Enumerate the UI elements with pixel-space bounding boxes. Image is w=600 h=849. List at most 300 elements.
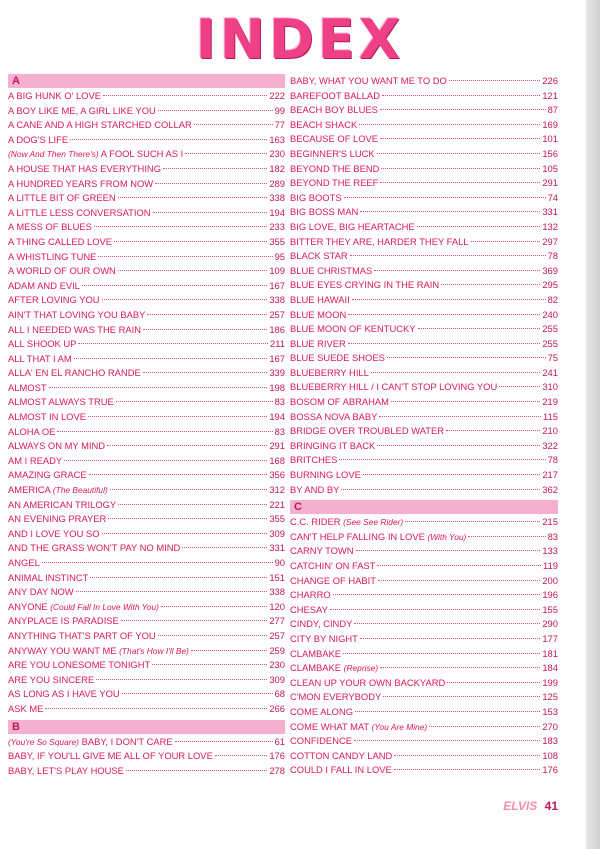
index-column-left <box>8 74 285 778</box>
entry-page-number: 167 <box>269 279 285 291</box>
entry-prefix: (Now And Then There's) <box>8 149 99 160</box>
dot-leader <box>82 285 267 286</box>
entry-title <box>8 735 173 750</box>
entry-title-text: BLUE HAWAII <box>290 293 350 305</box>
entry-page-number: 233 <box>269 221 285 233</box>
entry-title <box>8 658 150 673</box>
entry-title-text: COME WHAT MAT <box>290 720 369 732</box>
entry-page-number: 289 <box>269 177 285 189</box>
entry-title-text: BLUE EYES CRYING IN THE RAIN <box>290 279 440 291</box>
entry-title <box>8 541 180 556</box>
entry-page-number: 226 <box>542 75 558 86</box>
entry-title-text: CHANGE OF HABIT <box>290 574 376 586</box>
entry-title <box>290 220 415 235</box>
entry-title-text: BRITCHES <box>290 454 338 466</box>
entry-title-text: BAREFOOT BALLAD <box>290 89 380 101</box>
dot-leader <box>355 711 540 712</box>
entry-title <box>290 453 337 468</box>
entry-title-text: BLUE MOON OF KENTUCKY <box>290 323 416 335</box>
entry-title <box>290 603 328 618</box>
entry-title-text: ANGEL <box>8 557 40 568</box>
index-entry <box>290 380 558 395</box>
entry-page-number: 194 <box>269 411 285 423</box>
entry-title <box>290 749 392 764</box>
entry-title-text: BLUEBERRY HILL <box>290 366 369 378</box>
entry-title <box>8 687 120 702</box>
dot-leader <box>330 609 540 610</box>
entry-title <box>8 585 74 600</box>
entry-title <box>290 734 352 749</box>
entry-page-number: 87 <box>547 104 558 116</box>
entry-title-text: BABY, WHAT YOU WANT ME TO DO <box>290 75 447 86</box>
entry-title <box>290 162 379 177</box>
entry-title-text: CARNY TOWN <box>290 545 354 557</box>
entry-page-number: 83 <box>274 425 285 437</box>
index-column-right <box>290 74 558 778</box>
index-entry <box>8 293 285 308</box>
entry-title <box>8 556 40 571</box>
entry-title-text: AN EVENING PRAYER <box>8 513 107 525</box>
entry-title <box>290 235 469 250</box>
entry-title-text: ANYONE <box>8 600 48 612</box>
entry-title-text: A DOG'S LIFE <box>8 133 69 145</box>
entry-title-text: A HUNDRED YEARS FROM NOW <box>8 177 154 189</box>
entry-title-text: BRIDGE OVER TROUBLED WATER <box>290 425 445 437</box>
dot-leader <box>49 387 268 388</box>
entry-title-text: COTTON CANDY LAND <box>290 749 393 761</box>
entry-title-text: AND I LOVE YOU SO <box>8 527 100 539</box>
entry-title-text: CHESAY <box>290 603 328 615</box>
entry-title-text: BEYOND THE BEND <box>290 162 380 174</box>
entry-title <box>8 702 43 717</box>
dot-leader <box>121 620 268 621</box>
entry-page-number: 355 <box>269 235 285 247</box>
dot-leader <box>380 109 546 110</box>
dot-leader <box>341 489 540 490</box>
index-entry <box>8 366 285 381</box>
entry-title-text: A WORLD OF OUR OWN <box>8 265 116 277</box>
dot-leader <box>163 168 267 169</box>
entry-title <box>8 749 213 764</box>
entry-page-number: 215 <box>542 516 558 528</box>
entry-title <box>290 574 376 589</box>
entry-page-number: 199 <box>542 676 558 688</box>
index-entry <box>290 351 558 366</box>
dot-leader <box>108 518 267 519</box>
entry-title <box>290 676 445 691</box>
dot-leader <box>153 212 268 213</box>
section-header: C <box>290 500 558 514</box>
index-entry <box>8 658 285 673</box>
entry-title <box>8 600 159 615</box>
dot-leader <box>381 168 540 169</box>
page-title: INDEX <box>195 8 405 71</box>
entry-title <box>8 235 112 250</box>
entry-title <box>290 763 392 778</box>
entry-title-text: BURNING LOVE <box>290 469 361 481</box>
entry-title <box>290 544 354 559</box>
index-entry <box>8 541 285 556</box>
dot-leader <box>96 679 267 680</box>
entry-page-number: 75 <box>547 352 558 364</box>
entry-page-number: 132 <box>542 220 558 232</box>
dot-leader <box>377 153 541 154</box>
entry-title-text: AMERICA <box>8 484 51 496</box>
entry-suffix: (You Are Mine) <box>371 721 428 732</box>
dot-leader <box>155 183 267 184</box>
entry-page-number: 200 <box>542 574 558 586</box>
index-entry <box>290 366 558 381</box>
entry-title <box>290 424 444 439</box>
dot-leader <box>339 459 545 460</box>
entry-title-text: ALMOST ALWAYS TRUE <box>8 396 114 408</box>
entry-title-text: ALMOST IN LOVE <box>8 411 86 423</box>
entry-title-text: ALMOST <box>8 381 47 393</box>
dot-leader <box>143 329 267 330</box>
dot-leader <box>352 299 546 300</box>
entry-title-text: BITTER THEY ARE, HARDER THEY FALL <box>290 235 469 247</box>
index-entry <box>290 690 558 705</box>
entry-title <box>8 410 86 425</box>
entry-page-number: 222 <box>269 90 285 101</box>
entry-page-number: 61 <box>274 735 285 747</box>
index-entry <box>8 644 285 659</box>
index-entry <box>290 395 558 410</box>
entry-page-number: 198 <box>269 381 285 393</box>
entry-title <box>290 483 339 498</box>
entry-page-number: 68 <box>274 688 285 700</box>
entry-page-number: 259 <box>269 644 285 656</box>
dot-leader <box>64 460 267 461</box>
dot-leader <box>126 770 267 771</box>
index-entry <box>8 410 285 425</box>
dot-leader <box>182 547 267 548</box>
entry-title <box>290 559 375 574</box>
entry-title-text: ALL I NEEDED WAS THE RAIN <box>8 323 142 335</box>
index-entry <box>8 425 285 440</box>
dot-leader <box>348 314 540 315</box>
entry-title-text: AM I READY <box>8 454 63 466</box>
dot-leader <box>360 211 540 212</box>
entry-page-number: 95 <box>274 250 285 262</box>
entry-title <box>290 720 427 735</box>
entry-title-text: CHARRO <box>290 589 331 601</box>
entry-title <box>8 147 183 162</box>
entry-page-number: 168 <box>269 454 285 466</box>
index-entry <box>290 617 558 632</box>
dot-leader <box>103 95 267 96</box>
index-entry <box>8 89 285 104</box>
index-entry <box>8 220 285 235</box>
entry-page-number: 151 <box>269 571 285 583</box>
dot-leader <box>70 139 267 140</box>
index-entry <box>8 468 285 483</box>
entry-title-text: BOSOM OF ABRAHAM <box>290 396 389 408</box>
entry-title-text: ALL THAT I AM <box>8 352 72 364</box>
entry-title <box>8 191 116 206</box>
entry-title-text: A BOY LIKE ME, A GIRL LIKE YOU <box>8 104 156 116</box>
entry-page-number: 291 <box>542 177 558 189</box>
entry-page-number: 217 <box>542 469 558 481</box>
index-entry <box>290 322 558 337</box>
index-entry <box>8 395 285 410</box>
entry-title-text: ARE YOU SINCERE <box>8 673 95 685</box>
index-entry <box>290 132 558 147</box>
entry-title-text: ANY DAY NOW <box>8 586 74 598</box>
index-entry <box>290 103 558 118</box>
dot-leader <box>418 328 541 329</box>
entry-title <box>8 512 106 527</box>
entry-title-text: ALWAYS ON MY MIND <box>8 440 106 452</box>
entry-title-text: A THING CALLED LOVE <box>8 235 113 247</box>
index-entry <box>8 512 285 527</box>
entry-page-number: 83 <box>547 530 558 542</box>
entry-title <box>8 337 76 352</box>
entry-title <box>8 454 62 469</box>
index-entry <box>290 147 558 162</box>
index-entry <box>290 763 558 778</box>
entry-title <box>8 644 189 659</box>
entry-title-text: BABY, IF YOU'LL GIVE ME ALL OF YOUR LOVE <box>8 750 213 762</box>
entry-title-text: BABY, LET'S PLAY HOUSE <box>8 764 124 776</box>
entry-page-number: 290 <box>542 618 558 630</box>
entry-page-number: 99 <box>274 104 285 116</box>
entry-page-number: 155 <box>542 603 558 615</box>
dot-leader <box>471 241 541 242</box>
entry-title-text: ALLA' EN EL RANCHO RANDE <box>8 367 141 379</box>
dot-leader <box>152 664 267 665</box>
index-entry <box>8 133 285 148</box>
index-entry <box>8 556 285 571</box>
dot-leader <box>158 635 268 636</box>
entry-title-text: A LITTLE BIT OF GREEN <box>8 192 116 204</box>
entry-page-number: 156 <box>542 147 558 159</box>
entry-page-number: 78 <box>547 454 558 466</box>
entry-page-number: 221 <box>269 498 285 510</box>
index-entry <box>8 381 285 396</box>
index-entry <box>290 176 558 191</box>
dot-leader <box>45 708 267 709</box>
entry-page-number: 125 <box>542 691 558 703</box>
entry-page-number: 121 <box>542 89 558 101</box>
index-entry <box>290 89 558 104</box>
page-number: 41 <box>544 799 558 813</box>
dot-leader <box>74 358 268 359</box>
entry-page-number: 255 <box>542 337 558 349</box>
entry-title <box>8 527 100 542</box>
dot-leader <box>374 270 540 271</box>
dot-leader <box>359 124 540 125</box>
entry-page-number: 310 <box>542 381 558 393</box>
entry-page-number: 196 <box>542 589 558 601</box>
dot-leader <box>333 594 541 595</box>
dot-leader <box>76 591 268 592</box>
page-edge <box>586 0 600 849</box>
entry-page-number: 331 <box>269 542 285 554</box>
entry-page-number: 163 <box>269 133 285 145</box>
dot-leader <box>449 80 541 81</box>
entry-page-number: 90 <box>274 557 285 568</box>
entry-title <box>290 118 357 133</box>
index-entry <box>8 673 285 688</box>
index-entry <box>290 410 558 425</box>
index-entry <box>8 118 285 133</box>
entry-title-text: C'MON EVERYBODY <box>290 691 382 703</box>
entry-title <box>290 337 346 352</box>
entry-page-number: 230 <box>269 659 285 671</box>
dot-leader <box>118 197 268 198</box>
entry-title-text: A FOOL SUCH AS I <box>100 148 184 160</box>
index-entry <box>8 687 285 702</box>
entry-title <box>8 629 156 644</box>
entry-page-number: 153 <box>542 705 558 717</box>
entry-title <box>8 483 108 498</box>
entry-title <box>8 323 141 338</box>
entry-title <box>8 673 94 688</box>
entry-title <box>8 571 88 586</box>
entry-page-number: 77 <box>274 119 285 131</box>
entry-title <box>290 588 331 603</box>
dot-leader <box>446 430 540 431</box>
entry-title <box>8 352 72 367</box>
entry-page-number: 297 <box>542 235 558 247</box>
dot-leader <box>405 521 540 522</box>
entry-title-text: CONFIDENCE <box>290 735 352 747</box>
entry-suffix: (Reprise) <box>343 663 379 674</box>
entry-title <box>290 176 378 191</box>
entry-title-text: A CANE AND A HIGH STARCHED COLLAR <box>8 119 192 131</box>
index-entry <box>290 293 558 308</box>
index-entry <box>8 147 285 162</box>
entry-title-text: CINDY, CINDY <box>290 618 353 630</box>
entry-title <box>8 468 87 483</box>
dot-leader <box>110 489 268 490</box>
entry-title-text: A LITTLE LESS CONVERSATION <box>8 206 151 218</box>
dot-leader <box>215 755 268 756</box>
entry-title <box>290 322 416 337</box>
dot-leader <box>143 372 268 373</box>
index-entry <box>8 439 285 454</box>
index-entry <box>290 483 558 498</box>
dot-leader <box>417 226 541 227</box>
dot-leader <box>98 256 272 257</box>
entry-page-number: 309 <box>269 527 285 539</box>
entry-page-number: 240 <box>542 308 558 320</box>
entry-title-text: CLAMBAKE <box>290 662 342 674</box>
dot-leader <box>78 343 268 344</box>
dot-leader <box>118 504 267 505</box>
entry-title <box>290 132 378 147</box>
entry-page-number: 184 <box>542 662 558 674</box>
index-entry <box>8 323 285 338</box>
dot-leader <box>382 95 540 96</box>
entry-title-text: A HOUSE THAT HAS EVERYTHING <box>8 162 161 174</box>
dot-leader <box>185 153 267 154</box>
entry-title <box>290 647 341 662</box>
entry-page-number: 266 <box>269 702 285 714</box>
entry-title <box>8 366 141 381</box>
entry-title-text: A MESS OF BLUES <box>8 221 92 233</box>
entry-title <box>8 395 114 410</box>
dot-leader <box>122 693 273 694</box>
entry-title <box>8 308 145 323</box>
entry-title-text: CLEAN UP YOUR OWN BACKYARD <box>290 676 446 688</box>
index-entry <box>290 749 558 764</box>
entry-page-number: 210 <box>542 425 558 437</box>
entry-title-text: ADAM AND EVIL <box>8 279 80 291</box>
entry-page-number: 169 <box>542 118 558 130</box>
page-footer <box>503 799 558 813</box>
dot-leader <box>161 606 267 607</box>
dot-leader <box>380 138 540 139</box>
entry-page-number: 295 <box>542 279 558 291</box>
entry-title-text: BY AND BY <box>290 483 340 495</box>
entry-page-number: 369 <box>542 264 558 276</box>
index-entry <box>8 571 285 586</box>
index-entry <box>8 191 285 206</box>
dot-leader <box>42 562 273 563</box>
entry-title-text: AIN'T THAT LOVING YOU BABY <box>8 308 146 320</box>
index-entry <box>290 588 558 603</box>
entry-title-text: BEYOND THE REEF <box>290 177 379 189</box>
entry-page-number: 339 <box>269 367 285 379</box>
entry-title <box>8 293 100 308</box>
entry-title-text: AMAZING GRACE <box>8 469 87 481</box>
entry-suffix: (With You) <box>427 531 467 542</box>
entry-title-text: BEACH SHACK <box>290 118 358 130</box>
index-entry <box>290 278 558 293</box>
dot-leader <box>102 299 268 300</box>
entry-page-number: 101 <box>542 133 558 145</box>
index-entry <box>290 439 558 454</box>
entry-title <box>290 395 389 410</box>
entry-page-number: 255 <box>542 323 558 335</box>
entry-title-text: CITY BY NIGHT <box>290 632 358 644</box>
index-entry <box>290 453 558 468</box>
entry-page-number: 133 <box>542 545 558 557</box>
entry-title <box>290 205 358 220</box>
index-entry <box>8 454 285 469</box>
entry-title-text: BIG LOVE, BIG HEARTACHE <box>290 220 415 232</box>
entry-title-text: ASK ME <box>8 702 44 714</box>
entry-title <box>290 439 375 454</box>
index-entry <box>290 249 558 264</box>
dot-leader <box>57 431 272 432</box>
index-entry <box>290 235 558 250</box>
index-entry <box>290 205 558 220</box>
dot-leader <box>377 565 541 566</box>
index-entry <box>8 764 285 779</box>
entry-page-number: 108 <box>542 749 558 761</box>
entry-title <box>290 515 403 530</box>
entry-page-number: 105 <box>542 162 558 174</box>
entry-title-text: AFTER LOVING YOU <box>8 294 100 306</box>
entry-page-number: 83 <box>274 396 285 408</box>
entry-page-number: 120 <box>269 600 285 612</box>
dot-leader <box>377 445 540 446</box>
entry-title-text: BABY, I DON'T CARE <box>81 735 173 747</box>
index-entry <box>8 162 285 177</box>
entry-page-number: 183 <box>542 735 558 747</box>
entry-title <box>8 764 124 779</box>
dot-leader <box>175 741 273 742</box>
index-entry <box>290 74 558 89</box>
entry-title <box>290 308 346 323</box>
entry-title-text: AND THE GRASS WON'T PAY NO MIND <box>8 542 181 554</box>
index-entry <box>8 206 285 221</box>
index-entry <box>8 483 285 498</box>
index-entry <box>8 104 285 119</box>
